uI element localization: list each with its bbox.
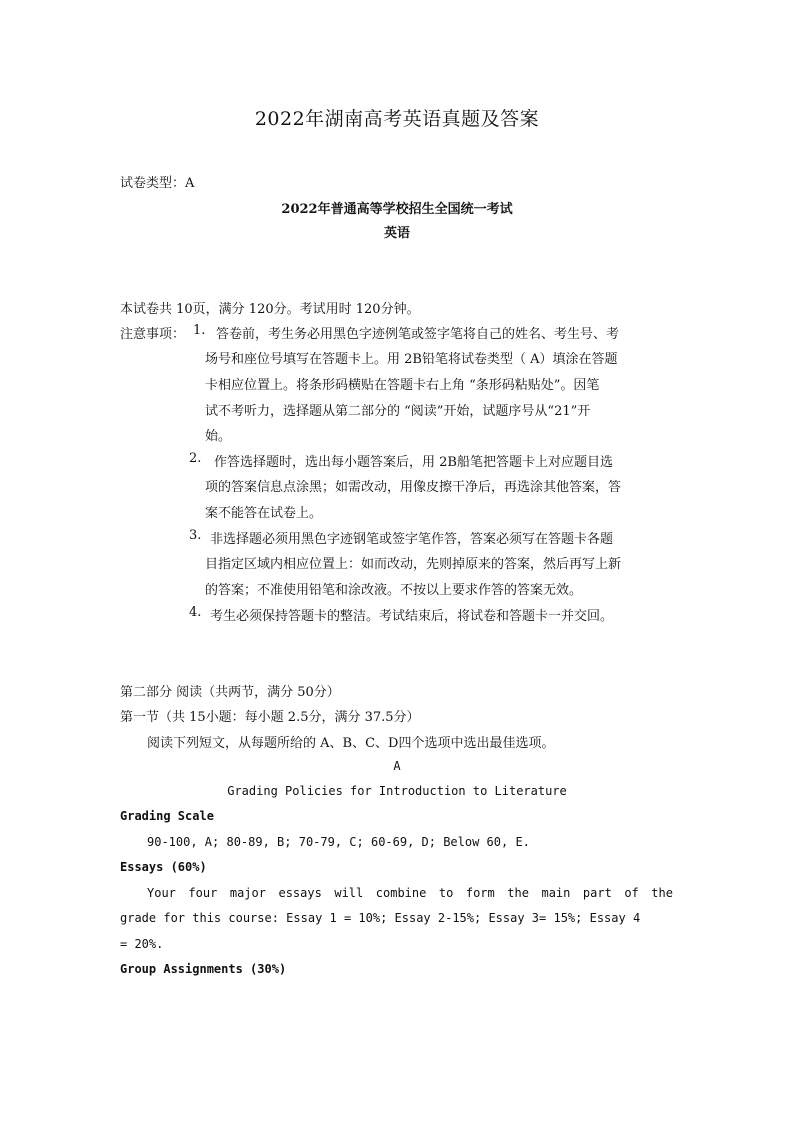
passage-letter: A bbox=[393, 759, 401, 773]
notice-line: 案不能答在试卷上。 bbox=[205, 506, 323, 521]
part-two-heading: 第二部分 阅读（共两节，满分 50分） bbox=[120, 685, 340, 700]
document-title: 2022年湖南高考英语真题及答案 bbox=[254, 108, 540, 130]
grading-scale-text: 90-100, A; 80-89, B; 70-79, C; 60-69, D; Below 60, E. bbox=[147, 835, 530, 849]
notice-line: 答卷前，考生务必用黑色字迹例笔或签字笔将自己的姓名、考生号、考 bbox=[216, 327, 620, 342]
notice-line: 项的答案信息点涂黑；如需改动，用像皮擦干净后，再选涂其他答案，答 bbox=[205, 480, 622, 495]
exam-intro: 本试卷共 10页，满分 120分。考试用时 120分钟。 bbox=[120, 302, 420, 317]
notice-line: 卡相应位置上。将条形码横贴在答题卡右上角 “条形码粘贴处”。因笔 bbox=[205, 378, 600, 393]
notice-label: 注意事项： bbox=[120, 327, 186, 342]
grading-scale-heading: Grading Scale bbox=[120, 809, 214, 823]
subject-heading: 英语 bbox=[383, 226, 410, 241]
essays-word: the bbox=[507, 886, 529, 900]
notice-line: 试不考听力，选择题从第二部分的 “阅读”开始，试题序号从“21”开 bbox=[205, 404, 591, 419]
group-assignments-heading: Group Assignments (30%) bbox=[120, 962, 287, 976]
essays-word: form bbox=[465, 886, 495, 900]
essays-word: major bbox=[229, 886, 266, 900]
essays-paragraph-line: grade for this course: Essay 1 = 10%; Essay 2-15%; Essay 3= 15%; Essay 4 bbox=[120, 911, 641, 925]
essays-paragraph-line bbox=[147, 886, 673, 900]
paper-type: 试卷类型：A bbox=[120, 176, 195, 191]
passage-title: Grading Policies for Introduction to Literature bbox=[227, 784, 567, 798]
exam-name: 2022年普通高等学校招生全国统一考试 bbox=[281, 202, 513, 217]
notice-line: 作答选择题时，选出每小题答案后，用 2B船笔把答题卡上对应题目选 bbox=[214, 455, 613, 470]
notice-line: 场号和座位号填写在答题卡上。用 2B铅笔将试卷类型（ A）填涂在答题 bbox=[205, 352, 618, 367]
notice-number: 3. bbox=[189, 528, 202, 543]
notice-line: 始。 bbox=[205, 429, 232, 444]
essays-word: of bbox=[624, 886, 639, 900]
notice-line: 考生必须保持答题卡的整洁。考试结束后，将试卷和答题卡一并交回。 bbox=[210, 609, 614, 624]
essays-word: part bbox=[582, 886, 612, 900]
essays-word: the bbox=[651, 886, 673, 900]
reading-instruction: 阅读下列短文，从每题所给的 A、B、C、D四个选项中选出最佳选项。 bbox=[147, 736, 555, 751]
essays-word: will bbox=[334, 886, 364, 900]
notice-line: 的答案；不准使用铅笔和涂改液。不按以上要求作答的答案无效。 bbox=[205, 583, 583, 598]
essays-word: Your bbox=[147, 886, 176, 900]
essays-word: main bbox=[541, 886, 571, 900]
notice-number: 4. bbox=[189, 605, 202, 620]
essays-word: essays bbox=[278, 886, 322, 900]
essays-paragraph-line: = 20%. bbox=[120, 937, 164, 951]
notice-number: 1. bbox=[193, 323, 206, 338]
essays-word: to bbox=[438, 886, 454, 900]
essays-word: four bbox=[188, 886, 218, 900]
notice-number: 2. bbox=[189, 451, 202, 466]
essays-heading: Essays (60%) bbox=[120, 860, 207, 874]
notice-line: 非选择题必须用黑色字迹钢笔或签字笔作答，答案必须写在答题卡各题 bbox=[210, 532, 614, 547]
notice-line: 目指定区域内相应位置上：如而改动，先则掉原来的答案，然后再写上新 bbox=[205, 557, 622, 572]
essays-word: combine bbox=[375, 886, 427, 900]
section-one-heading: 第一节（共 15小题：每小题 2.5分，满分 37.5分） bbox=[120, 710, 420, 725]
